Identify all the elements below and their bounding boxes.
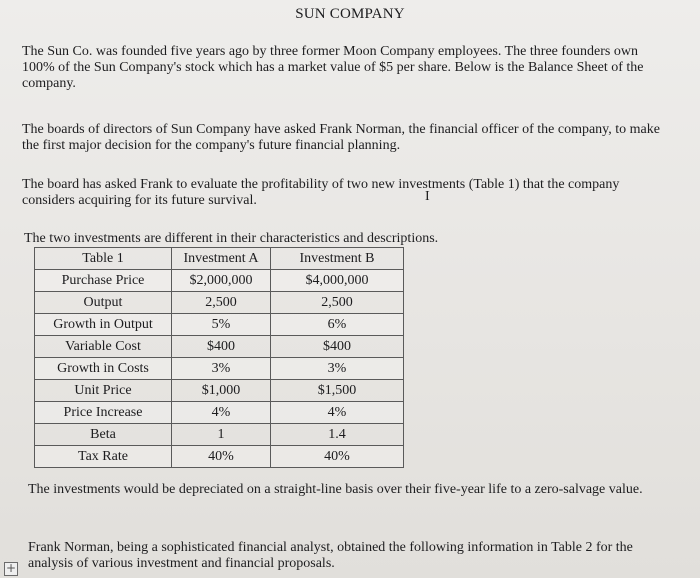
table-cell: 4% <box>271 402 404 424</box>
table-cell: Growth in Costs <box>35 358 172 380</box>
table-cell: 6% <box>271 314 404 336</box>
table-cell: Tax Rate <box>35 446 172 468</box>
paragraph-intro: The Sun Co. was founded five years ago by three former Moon Company employees. The three founders own 100% of the Sun Company's stock which has a market value of $5 per share. Below is the Balance Sheet of the company. <box>22 44 644 91</box>
table-cell: $1,500 <box>271 380 404 402</box>
table-cell: 1 <box>172 424 271 446</box>
table-cell: Growth in Output <box>35 314 172 336</box>
table-row <box>35 424 404 446</box>
table-row <box>35 446 404 468</box>
text-cursor-icon: I <box>425 189 430 204</box>
paragraph-depreciation: The investments would be depreciated on a straight-line basis over their five-year life to a zero-salvage value. <box>28 482 643 497</box>
page-title: SUN COMPANY <box>295 6 405 22</box>
investment-table <box>34 247 404 468</box>
table-cell: Beta <box>35 424 172 446</box>
table-header-cell: Table 1 <box>35 248 172 270</box>
table-cell: $1,000 <box>172 380 271 402</box>
table-cell: 3% <box>271 358 404 380</box>
table-header-cell: Investment A <box>172 248 271 270</box>
table-cell: $4,000,000 <box>271 270 404 292</box>
table-cell: $400 <box>172 336 271 358</box>
table-cell: Purchase Price <box>35 270 172 292</box>
table-cell: Price Increase <box>35 402 172 424</box>
table-cell: Output <box>35 292 172 314</box>
add-plus-icon[interactable]: + <box>5 561 17 575</box>
table-cell: $400 <box>271 336 404 358</box>
table-cell: 1.4 <box>271 424 404 446</box>
table-cell: $2,000,000 <box>172 270 271 292</box>
table-row <box>35 358 404 380</box>
table-row <box>35 402 404 424</box>
paragraph-evaluation: The board has asked Frank to evaluate the profitability of two new investments (Table 1) that the company considers acquiring for its future survival. <box>22 177 620 208</box>
table-row <box>35 380 404 402</box>
table-header-row <box>35 248 404 270</box>
table-row <box>35 336 404 358</box>
table-cell: 5% <box>172 314 271 336</box>
table-cell: 2,500 <box>172 292 271 314</box>
table-cell: Variable Cost <box>35 336 172 358</box>
table-cell: 4% <box>172 402 271 424</box>
table-header-cell: Investment B <box>271 248 404 270</box>
table-cell: 2,500 <box>271 292 404 314</box>
table-cell: 40% <box>172 446 271 468</box>
table-row <box>35 292 404 314</box>
table-cell: 3% <box>172 358 271 380</box>
table-row <box>35 270 404 292</box>
table-cell: Unit Price <box>35 380 172 402</box>
paragraph-table2-intro: Frank Norman, being a sophisticated financial analyst, obtained the following information in Table 2 for the analysis of various investment and financial proposals. <box>28 540 633 571</box>
table-cell: 40% <box>271 446 404 468</box>
paragraph-board-request: The boards of directors of Sun Company have asked Frank Norman, the financial officer of the company, to make the first major decision for the company's future financial planning. <box>22 122 660 153</box>
paragraph-table-intro: The two investments are different in their characteristics and descriptions. <box>24 231 439 246</box>
table-row <box>35 314 404 336</box>
